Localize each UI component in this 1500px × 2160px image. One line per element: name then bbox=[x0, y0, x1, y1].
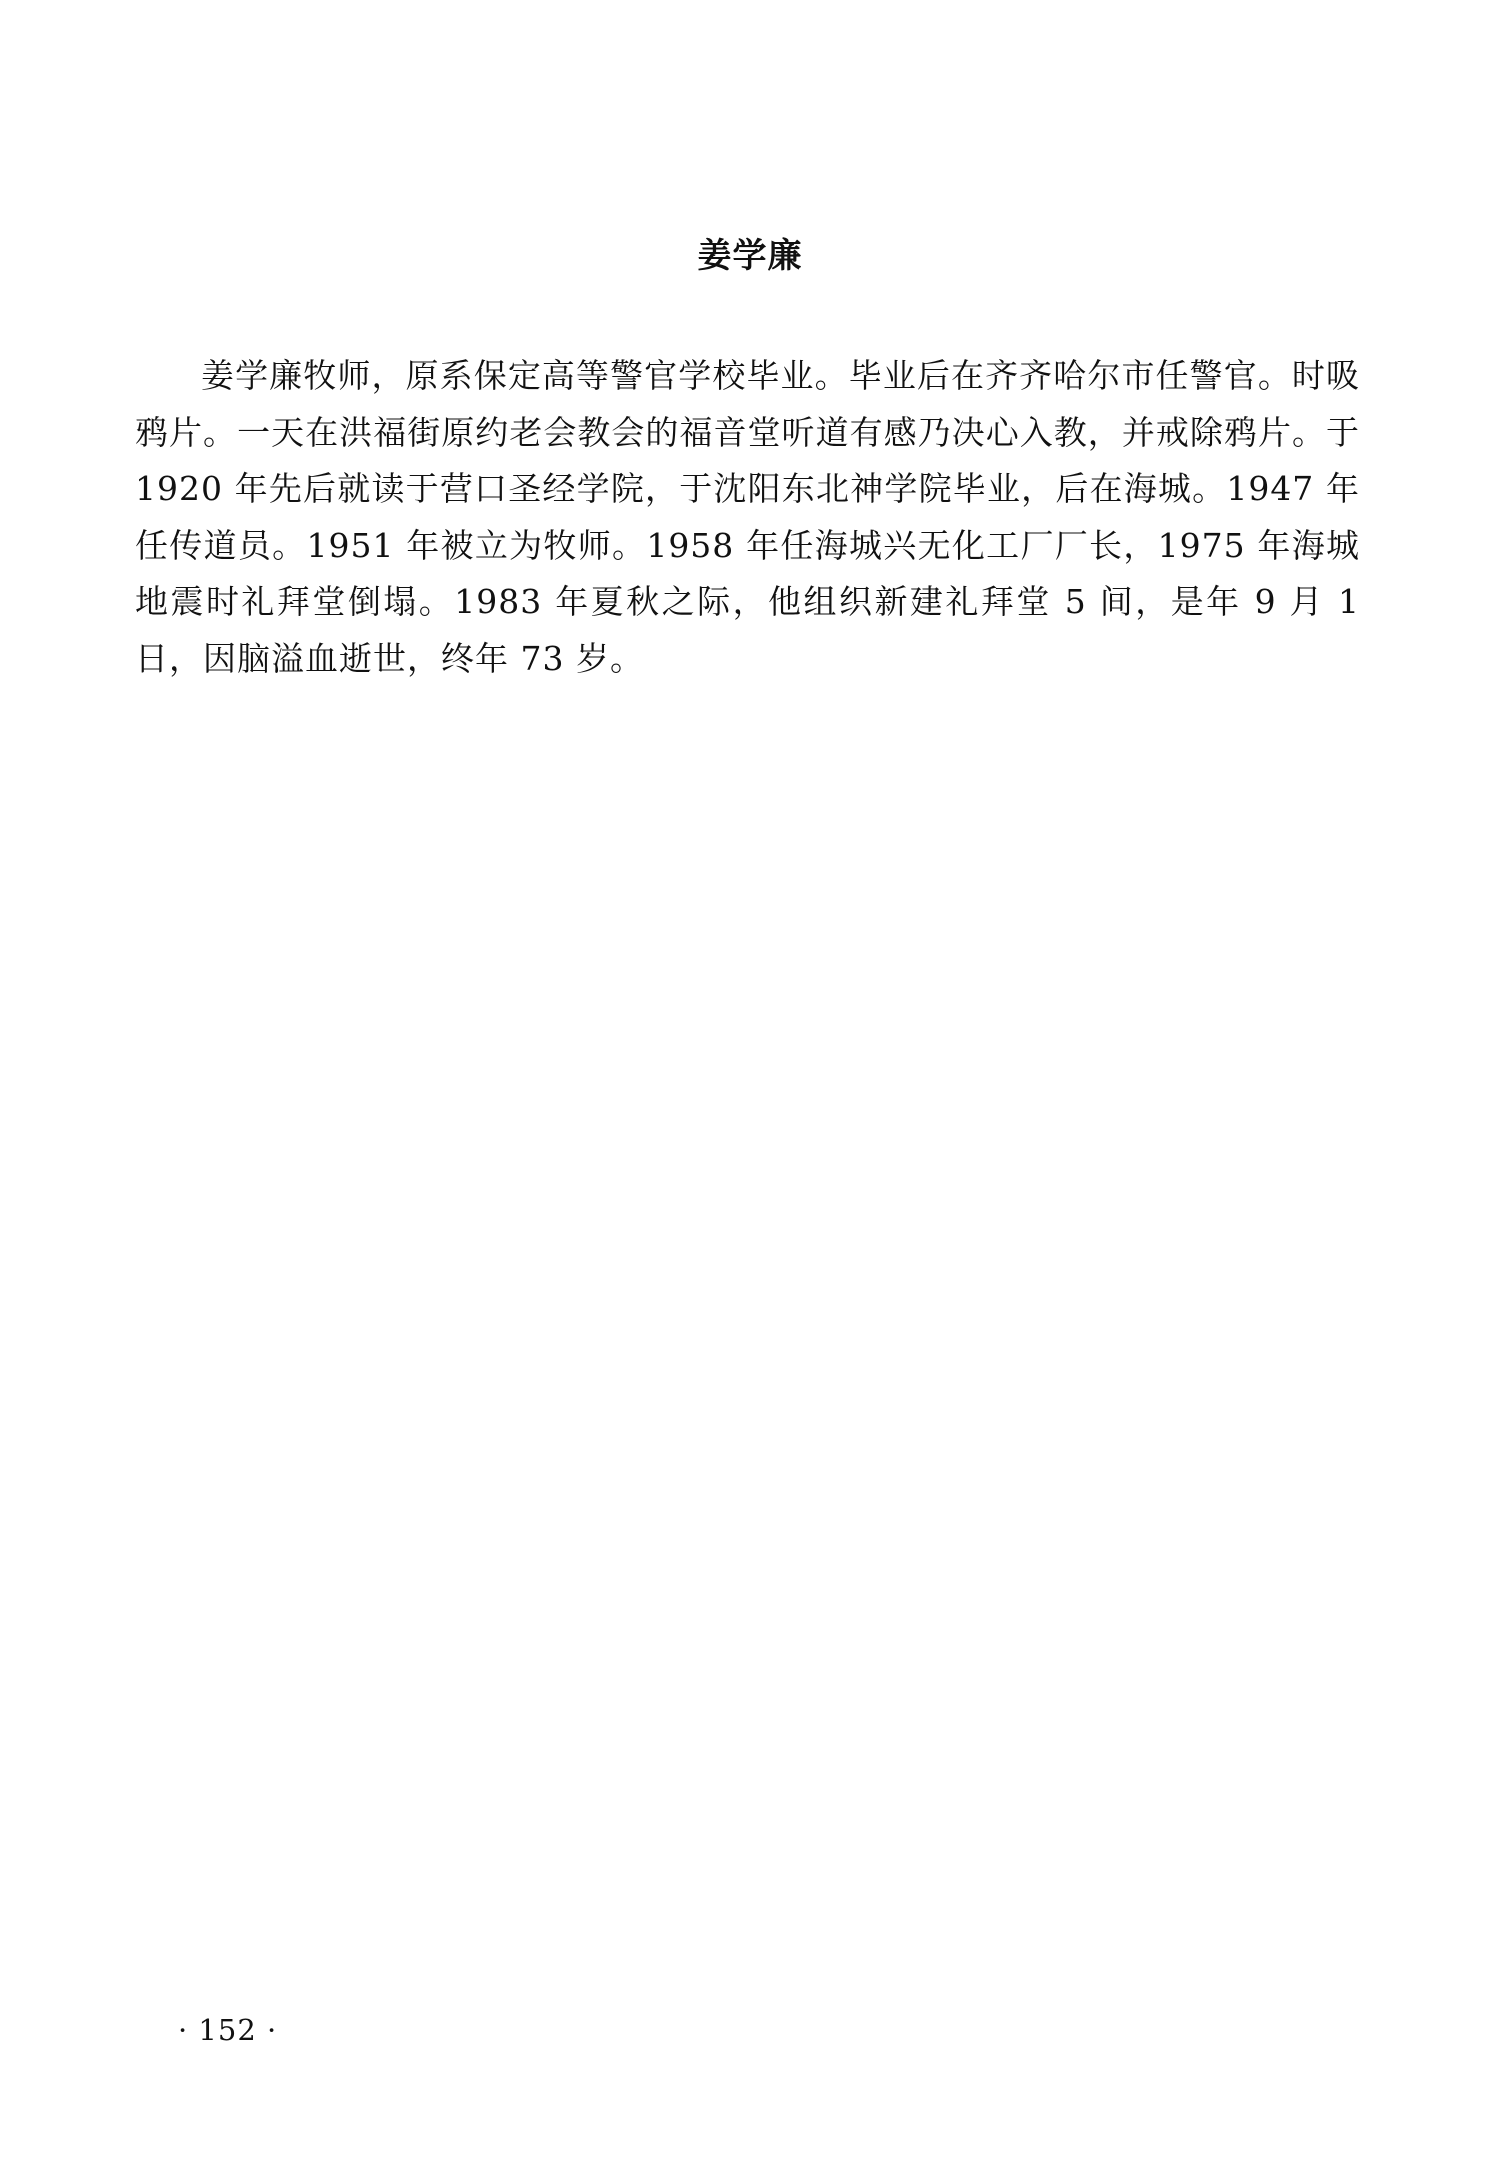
page-number: · 152 · bbox=[178, 2013, 278, 2047]
page-title: 姜学廉 bbox=[697, 236, 803, 276]
biography-paragraph: 姜学廉牧师，原系保定高等警官学校毕业。毕业后在齐齐哈尔市任警官。时吸鸦片。一天在洪福街原约老会教会的福音堂听道有感乃决心入教，并戒除鸦片。于 1920 年先后就读于营口圣经学院，于沈阳东北神学院毕业，后在海城。1947 年任传道员。1951 年被立为牧师。1958 年任海城兴无化工厂厂长，1975 年海城地震时礼拜堂倒塌。1983 年夏秋之际，他组织新建礼拜堂 5 间，是年 9 月 1 日，因脑溢血逝世，终年 73 岁。 bbox=[135, 356, 1360, 678]
